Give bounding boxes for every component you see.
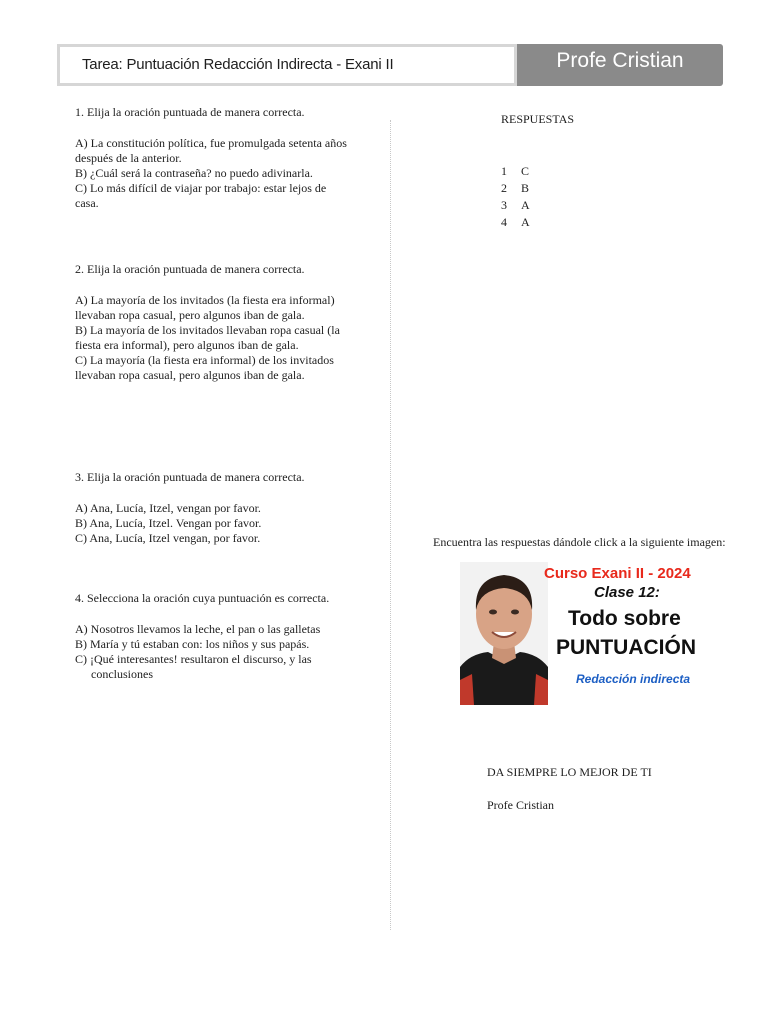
thumbnail-course: Curso Exani II - 2024 — [544, 565, 691, 582]
question-option: C) ¡Qué interesantes! resultaron el discurso, y las conclusiones — [75, 652, 312, 681]
question-option: A) Nosotros llevamos la leche, el pan o las galletas — [75, 622, 321, 636]
answer-number: 2 — [501, 181, 507, 195]
instructor-photo — [460, 562, 548, 705]
question-prompt: 4. Selecciona la oración cuya puntuación es correcta. — [75, 591, 330, 605]
answer-row — [501, 163, 530, 180]
answer-number: 4 — [501, 215, 507, 229]
header-title-box — [57, 44, 517, 86]
answer-letter: A — [521, 215, 530, 229]
brand-name: Profe Cristian — [556, 49, 684, 72]
closing-message: DA SIEMPRE LO MEJOR DE TI — [487, 765, 652, 779]
question-option: C) Lo más difícil de viajar por trabajo: estar lejos de casa. — [75, 181, 327, 210]
video-thumbnail-link[interactable] — [460, 562, 704, 705]
question-option: B) ¿Cuál será la contraseña? no puedo adivinarla. — [75, 166, 313, 180]
question-option: A) La mayoría de los invitados (la fiesta era informal) llevaban ropa casual, pero algunos iban de gala. — [75, 293, 335, 322]
answer-letter: A — [521, 198, 530, 212]
question-2 — [75, 262, 350, 383]
thumbnail-class-label: Clase 12: — [594, 584, 660, 601]
answer-number: 1 — [501, 164, 507, 178]
question-prompt: 1. Elija la oración puntuada de manera correcta. — [75, 105, 305, 119]
question-prompt: 3. Elija la oración puntuada de manera correcta. — [75, 470, 305, 484]
thumbnail-headline-1: Todo sobre — [568, 607, 681, 630]
answers-list — [501, 163, 530, 231]
question-option: A) Ana, Lucía, Itzel, vengan por favor. — [75, 501, 261, 515]
answers-heading: RESPUESTAS — [501, 112, 575, 126]
answer-letter: C — [521, 164, 530, 178]
header-brand-box — [517, 44, 723, 86]
thumbnail-headline-2: PUNTUACIÓN — [556, 636, 696, 659]
question-option: C) Ana, Lucía, Itzel vengan, por favor. — [75, 531, 261, 545]
column-divider — [390, 120, 391, 930]
answer-number: 3 — [501, 198, 507, 212]
answer-row — [501, 197, 530, 214]
question-option: A) La constitución política, fue promulgada setenta años después de la anterior. — [75, 136, 347, 165]
question-option: B) María y tú estaban con: los niños y sus papás. — [75, 637, 310, 651]
question-option: B) La mayoría de los invitados llevaban ropa casual (la fiesta era informal), pero algunos iban de gala. — [75, 323, 340, 352]
page-title: Tarea: Puntuación Redacción Indirecta - Exani II — [82, 56, 394, 73]
answer-row — [501, 214, 530, 231]
answer-row — [501, 180, 530, 197]
answer-letter: B — [521, 181, 530, 195]
question-4 — [75, 591, 350, 682]
question-option: B) Ana, Lucía, Itzel. Vengan por favor. — [75, 516, 262, 530]
question-3 — [75, 470, 350, 546]
answers-link-instructions: Encuentra las respuestas dándole click a la siguiente imagen: — [433, 535, 726, 549]
thumbnail-subtitle: Redacción indirecta — [576, 672, 691, 686]
signature: Profe Cristian — [487, 798, 554, 812]
question-prompt: 2. Elija la oración puntuada de manera correcta. — [75, 262, 305, 276]
question-1 — [75, 105, 350, 211]
question-option: C) La mayoría (la fiesta era informal) de los invitados llevaban ropa casual, pero algunos iban de gala. — [75, 353, 334, 382]
